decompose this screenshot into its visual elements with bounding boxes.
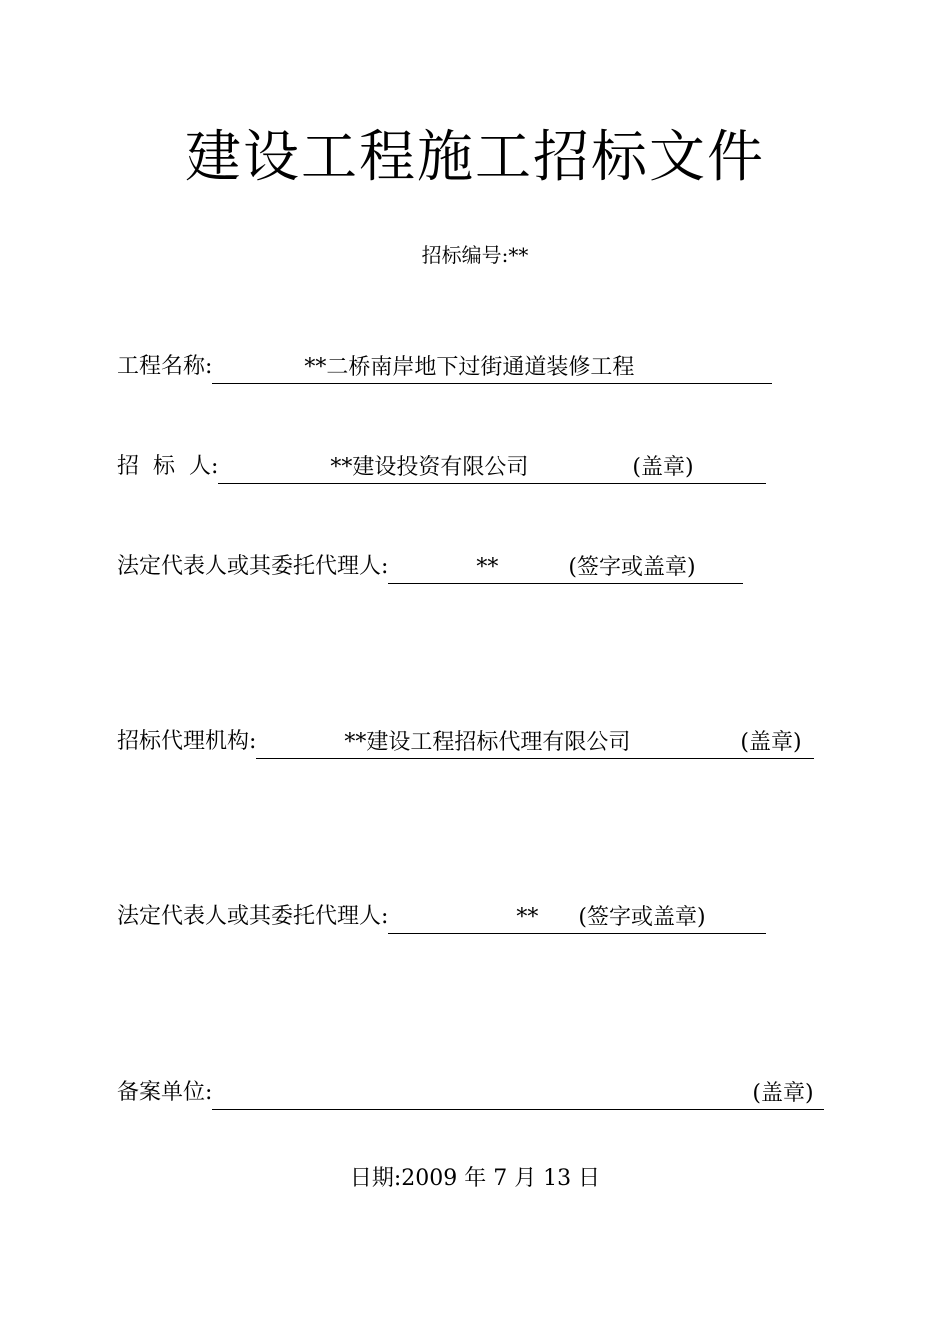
tenderer-seal: (盖章) (632, 455, 694, 480)
agency-field (256, 728, 814, 759)
tenderer-representative-field (388, 553, 743, 584)
tenderer-label: 招 标 人: (117, 454, 219, 479)
tenderer-field (218, 453, 766, 484)
tenderer-representative-value: ** (476, 555, 499, 580)
document-date: 日期:2009 年 7 月 13 日 (349, 1166, 601, 1191)
project-name-field (212, 353, 772, 384)
tenderer-representative-label: 法定代表人或其委托代理人: (117, 554, 389, 579)
filing-unit-row (117, 1076, 824, 1110)
filing-unit-seal: (盖章) (752, 1081, 814, 1106)
tenderer-representative-row (117, 550, 743, 584)
agency-representative-row (117, 900, 766, 934)
tenderer-representative-seal: (签字或盖章) (568, 555, 696, 580)
agency-representative-field (388, 903, 766, 934)
project-name-row (117, 350, 772, 384)
project-name-value: **二桥南岸地下过街通道装修工程 (304, 355, 635, 380)
agency-representative-seal: (签字或盖章) (578, 905, 706, 930)
agency-row (117, 725, 814, 759)
tenderer-row (117, 450, 766, 484)
document-title: 建设工程施工招标文件 (185, 125, 765, 190)
project-name-label: 工程名称: (117, 354, 213, 379)
filing-unit-field (212, 1079, 824, 1110)
agency-representative-label: 法定代表人或其委托代理人: (117, 904, 389, 929)
agency-seal: (盖章) (740, 730, 802, 755)
agency-representative-value: ** (516, 905, 539, 930)
tenderer-value: **建设投资有限公司 (330, 455, 529, 480)
filing-unit-label: 备案单位: (117, 1080, 213, 1105)
agency-label: 招标代理机构: (117, 729, 257, 754)
agency-value: **建设工程招标代理有限公司 (344, 730, 631, 755)
bid-number: 招标编号:** (421, 243, 529, 267)
